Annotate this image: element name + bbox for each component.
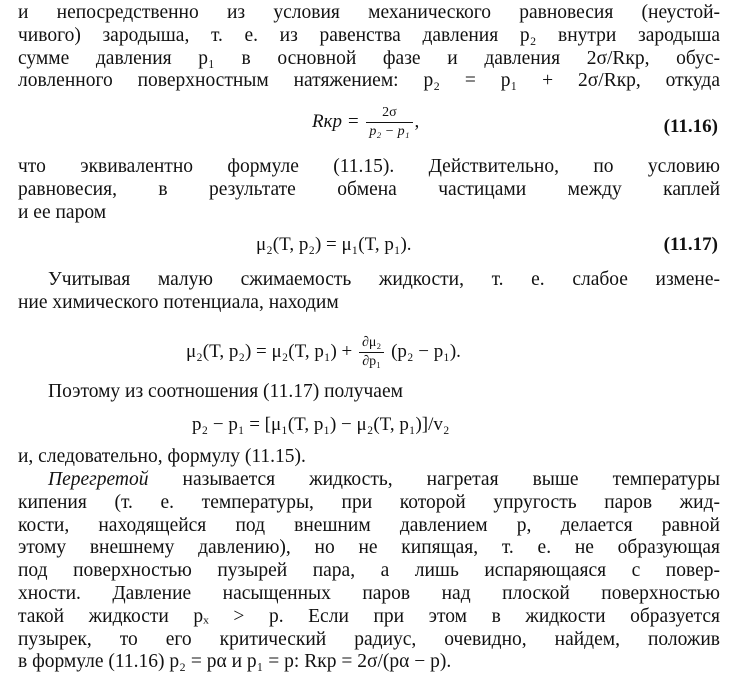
equation-chemical-potential	[186, 334, 461, 371]
text-line: что эквивалентно формуле (11.15). Действительно, по условию	[18, 156, 720, 177]
paragraph-equilibrium	[18, 2, 720, 93]
text-line: Учитывая малую сжимаемость жидкости, т. е. слабое измене-	[48, 269, 720, 290]
equation-lhs: Rкр =	[312, 110, 365, 132]
equation-pressure-difference: p₂ − p₁ = [μ₁(T, p₁) − μ₂(T, p₁)]/v₂	[192, 414, 450, 435]
equation-number-11-17: (11.17)	[663, 234, 718, 255]
paragraph-superheated	[18, 469, 720, 674]
term-superheated: Перегретой	[48, 469, 149, 490]
text-line: в формуле (11.16) p₂ = pα и p₁ = p: Rкр = 2σ/(pα − p).	[18, 651, 452, 673]
paragraph-consequently	[18, 446, 720, 469]
equation-punct: ,	[414, 110, 420, 132]
text-line: пузырек, то его критический радиус, очевидно, найдем, положив	[18, 628, 720, 650]
text-line: и, следовательно, формулу (11.15).	[18, 446, 306, 467]
text-line: ние химического потенциала, находим	[18, 291, 339, 313]
fraction	[366, 104, 412, 141]
equation-part: (p₂ − p₁).	[386, 340, 461, 362]
text-line	[18, 469, 720, 492]
text-line: Поэтому из соотношения (11.17) получаем	[48, 381, 403, 402]
text-line: хности. Давление насыщенных паров над плоской поверхностью	[18, 582, 720, 604]
fraction-denominator: ∂p₁	[362, 354, 382, 369]
text-span: называется жидкость, нагретая выше температуры	[148, 469, 720, 490]
equation-part: μ₂(T, p₂) = μ₂(T, p₁) +	[186, 340, 357, 362]
text-line: кости, находящейся под внешним давлением p, делается равной	[18, 514, 720, 536]
text-line: этому внешнему давлению), но не кипящая, т. е. не образующая	[18, 537, 720, 559]
text-line: чивого) зародыша, т. е. из равенства давления p₂ внутри зародыша	[18, 24, 720, 46]
paragraph-therefore	[18, 381, 720, 404]
equation-number-11-16: (11.16)	[663, 116, 718, 137]
fraction-numerator: ∂μ₂	[359, 334, 384, 353]
fraction-denominator: p₂ − p₁	[369, 124, 410, 139]
paragraph-equivalence	[18, 156, 720, 224]
equation-11-16	[312, 104, 419, 141]
text-line: ловленного поверхностным натяжением: p₂ = p₁ + 2σ/Rкр, откуда	[18, 70, 720, 92]
text-line: кипения (т. е. температуры, при которой упругость паров жид-	[18, 491, 720, 513]
text-line: равновесия, в результате обмена частицами между каплей	[18, 178, 720, 200]
text-line: сумме давления p₁ в основной фазе и давления 2σ/Rкр, обус-	[18, 47, 720, 69]
text-line: и непосредственно из условия механического равновесия (неустой-	[18, 2, 720, 23]
fraction-numerator: 2σ	[366, 104, 412, 123]
fraction	[359, 334, 384, 371]
text-line: такой жидкости pₓ > p. Если при этом в жидкости образуется	[18, 605, 720, 627]
text-line: и ее паром	[18, 201, 107, 223]
text-line: под поверхностью пузырей пара, а лишь испаряющаяся с повер-	[18, 560, 720, 582]
paragraph-compressibility	[18, 269, 720, 315]
equation-11-17: μ₂(T, p₂) = μ₁(T, p₁).	[256, 234, 412, 255]
